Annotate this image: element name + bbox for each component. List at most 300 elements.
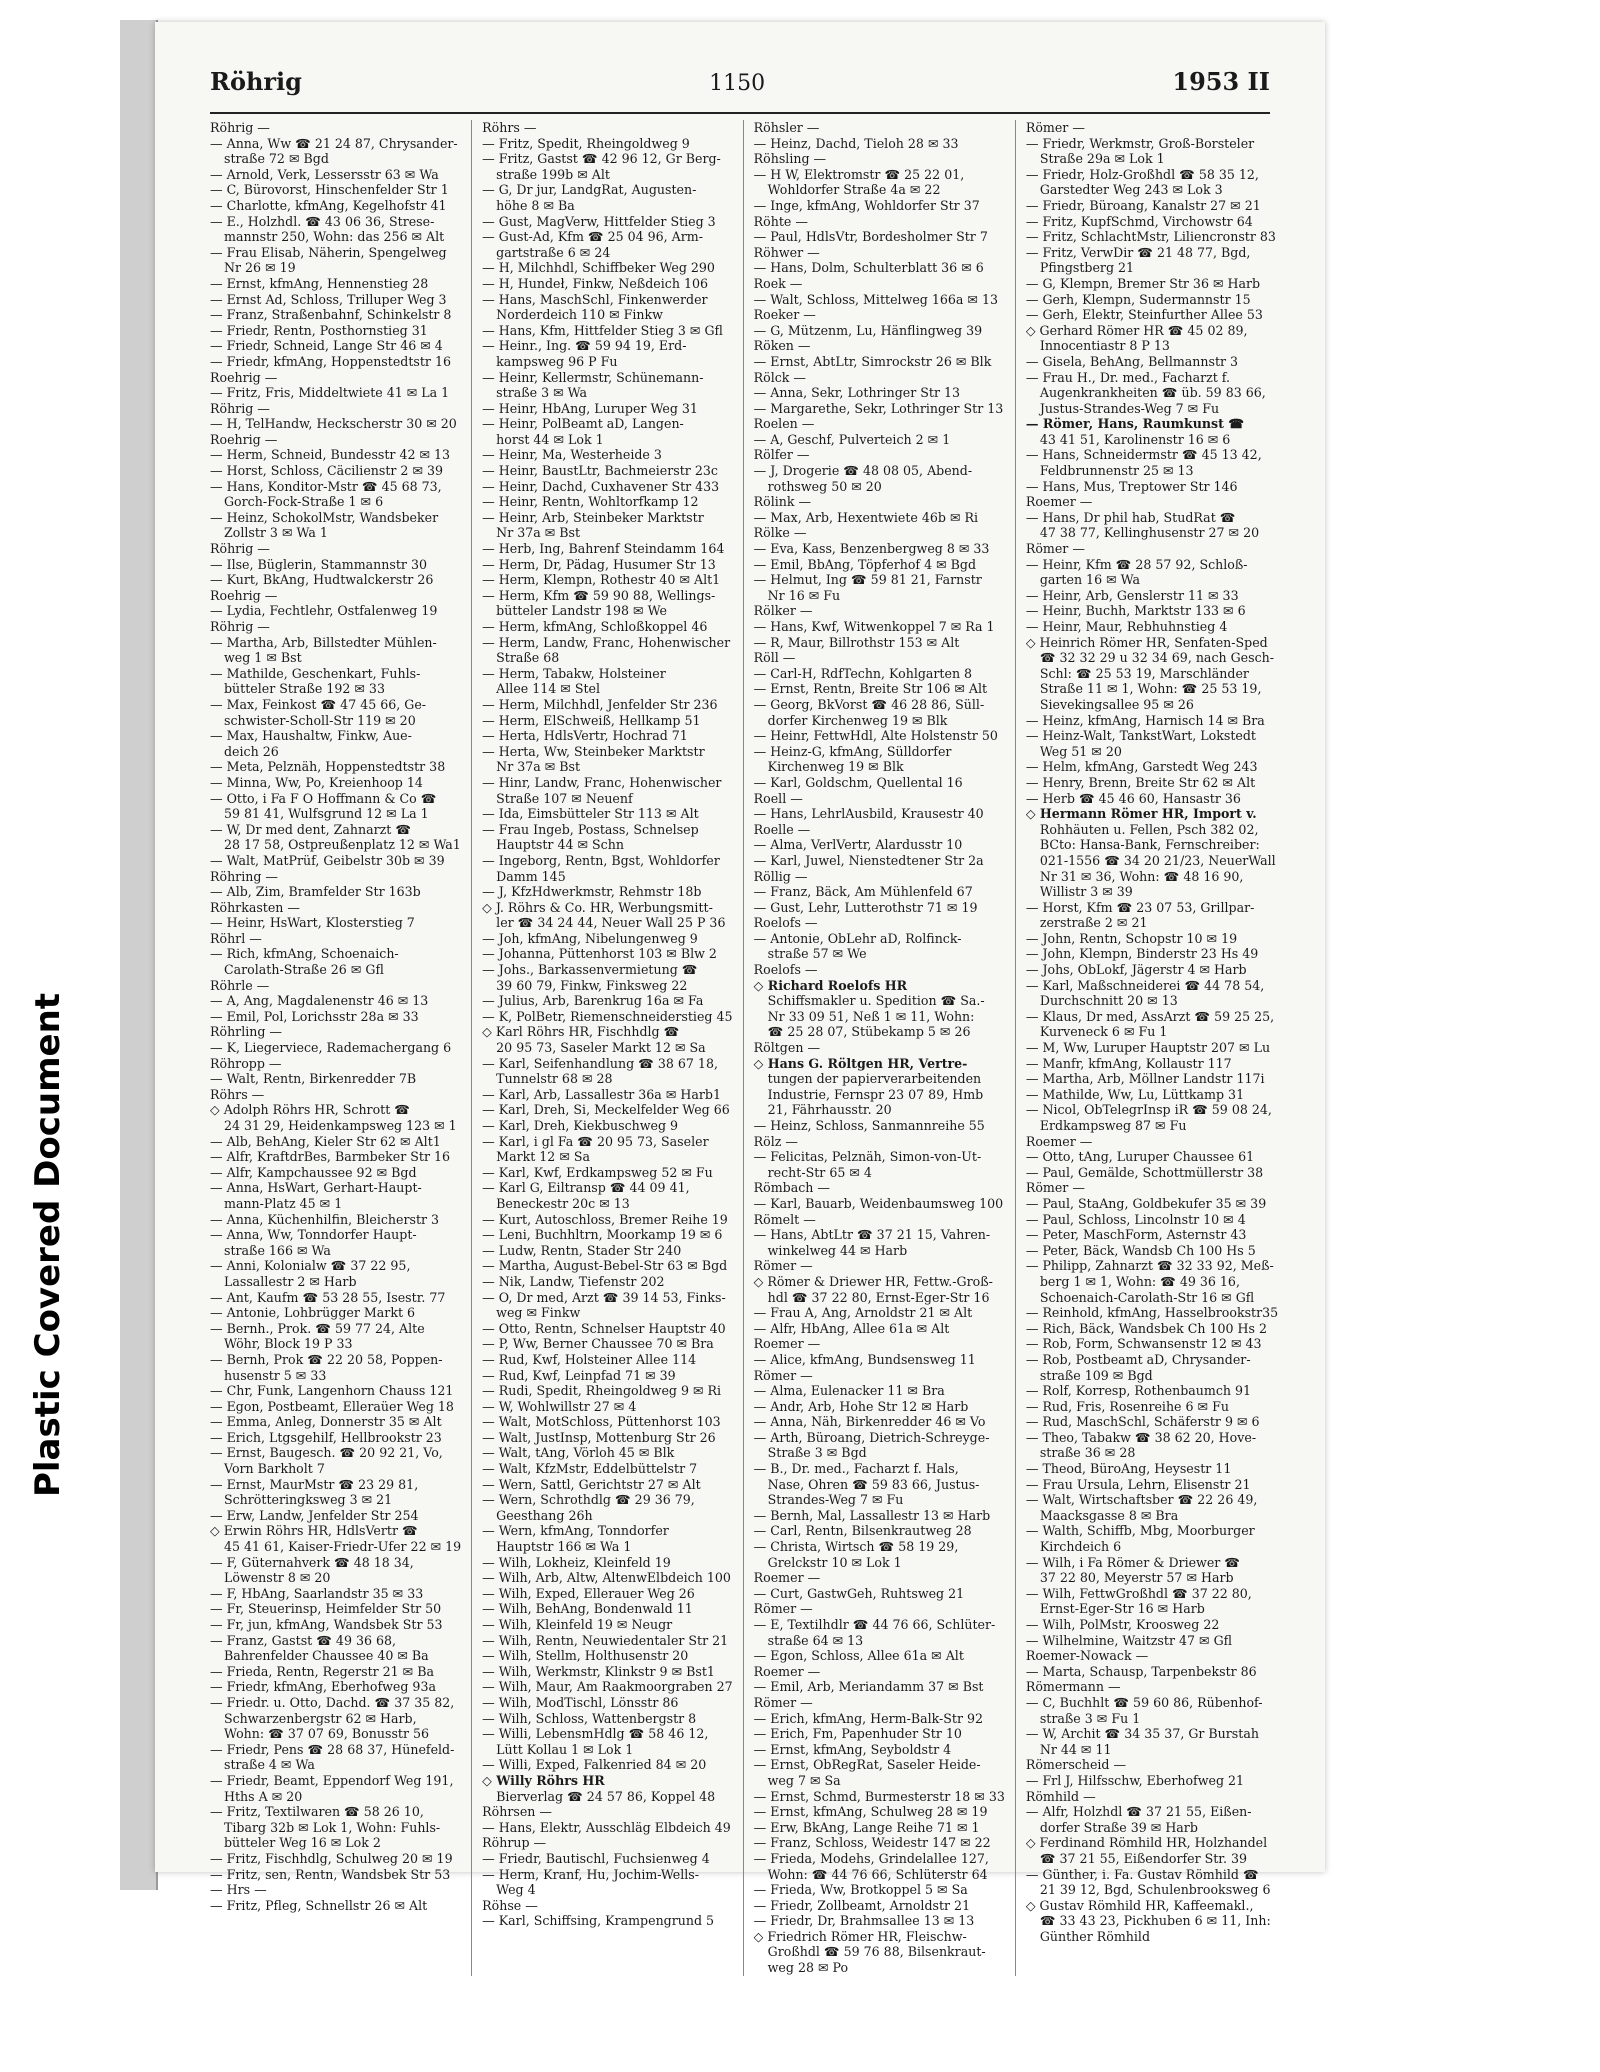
directory-entry-line: ◇ Erwin Röhrs HR, HdlsVertr ☎ [210,1523,418,1539]
directory-entry-line: — Emil, Arb, Meriandamm 37 ✉ Bst [753,1679,984,1695]
directory-entry-line: Wohn: ☎ 37 07 69, Bonusstr 56 [224,1726,430,1742]
directory-entry-line: ◇ Hans G. Röltgen HR, Vertre- [753,1055,968,1071]
directory-entry-line: — Alice, kfmAng, Bundsensweg 11 [753,1351,976,1367]
directory-entry-line: — Erich, Ltgsgehilf, Hellbrookstr 23 [210,1429,442,1445]
directory-entry-line: — Peter, Bäck, Wandsb Ch 100 Hs 5 [1025,1242,1256,1258]
directory-entry-line: — C, Buchhlt ☎ 59 60 86, Rübenhof- [1025,1694,1263,1710]
directory-entry-line: — Emil, Pol, Lorichsstr 28a ✉ 33 [210,1008,419,1024]
directory-entry-line: — Ingeborg, Rentn, Bgst, Wohldorfer [482,852,720,868]
directory-entry-line: Röhrup — [482,1835,547,1851]
directory-entry-line: — Ernst, Schmd, Burmesterstr 18 ✉ 33 [753,1788,1005,1804]
directory-entry-line: — Ernst, AbtLtr, Simrockstr 26 ✉ Blk [753,353,992,369]
directory-entry-line: rothsweg 50 ✉ 20 [767,478,882,494]
directory-entry-line: bütteler Straße 192 ✉ 33 [224,681,385,697]
directory-entry-line: Röhrig — [210,541,270,557]
directory-entry-line: — Ernst, kfmAng, Hennenstieg 28 [210,275,429,291]
directory-entry-line: — Herm, Tabakw, Holsteiner [482,665,666,681]
directory-entry-line: — Alma, Eulenacker 11 ✉ Bra [753,1383,945,1399]
directory-entry-line: — K, Liegerviece, Rademachergang 6 [210,1040,452,1056]
directory-entry-line: — Heinr, Kfm ☎ 28 57 92, Schloß- [1025,556,1248,572]
directory-entry-line: — Karl, Arb, Lassallestr 36a ✉ Harb1 [482,1086,721,1102]
header-year: 1953 II [1172,67,1270,96]
directory-entry-line: schwister-Scholl-Str 119 ✉ 20 [224,712,416,728]
directory-entry-line: — Friedr, Pens ☎ 28 68 37, Hünefeld- [210,1741,455,1757]
directory-entry-line: — Helm, kfmAng, Garstedt Weg 243 [1025,759,1258,775]
directory-entry-line: — Karl, Goldschm, Quellental 16 [753,774,963,790]
side-label-text: Plastic Covered Document [28,992,69,1498]
directory-entry-line: — Walt, JustInsp, Mottenburg Str 26 [482,1429,716,1445]
directory-entry-line: — Rud, MaschSchl, Schäferstr 9 ✉ 6 [1025,1414,1260,1430]
directory-entry-line: Löwenstr 8 ✉ 20 [224,1570,331,1586]
directory-entry-line: Garstedter Weg 243 ✉ Lok 3 [1039,182,1223,198]
directory-entry-line: — Theod, BüroAng, Heysestr 11 [1025,1461,1232,1477]
directory-entry-line: ☎ 25 28 07, Stübekamp 5 ✉ 26 [767,1024,971,1040]
directory-entry-line: — Ernst, Rentn, Breite Str 106 ✉ Alt [753,681,988,697]
directory-entry-line: — Anni, Kolonialw ☎ 37 22 95, [210,1258,411,1274]
directory-entry-line: Strandes-Weg 7 ✉ Fu [767,1492,904,1508]
directory-entry-line: weg 7 ✉ Sa [767,1772,841,1788]
directory-entry-line: — Wilh, ModTischl, Lönsstr 86 [482,1694,679,1710]
directory-entry-line: Straße 11 ✉ 1, Wohn: ☎ 25 53 19, [1039,681,1262,697]
directory-entry-line: straße 199b ✉ Alt [496,166,610,182]
directory-entry-line: Römbach — [753,1180,830,1196]
directory-entry-line: — Wilh, Exped, Ellerauer Weg 26 [482,1585,695,1601]
directory-entry-line: — Hans, LehrlAusbild, Krausestr 40 [753,806,984,822]
directory-entry-line: — Karl, Maßschneiderei ☎ 44 78 54, [1025,977,1265,993]
directory-entry-line: — Felicitas, Pelznäh, Simon-von-Ut- [753,1149,982,1165]
directory-entry-line: Römhild — [1025,1788,1096,1804]
directory-entry-line: — Otto, i Fa F O Hoffmann & Co ☎ [210,790,437,806]
directory-entry-line: — R, Maur, Billrothstr 153 ✉ Alt [753,634,960,650]
directory-entry-line: Schrötteringksweg 3 ✉ 21 [224,1492,393,1508]
directory-entry-line: — Alma, VerlVertr, Alardusstr 10 [753,837,963,853]
directory-entry-line: — Rud, Kwf, Holsteiner Allee 114 [482,1351,697,1367]
directory-entry-line: — Bernh., Prok. ☎ 59 77 24, Alte [210,1320,425,1336]
directory-entry-line: — Friedr, Dr, Brahmsallee 13 ✉ 13 [753,1913,975,1929]
directory-entry-line: gartstraße 6 ✉ 24 [496,244,611,260]
directory-entry-line: weg 1 ✉ Bst [224,650,302,666]
directory-entry-line: Gorch-Fock-Straße 1 ✉ 6 [224,494,384,510]
directory-entry-line: — Karl, Bauarb, Weidenbaumsweg 100 [753,1195,1004,1211]
directory-entry-line: höhe 8 ✉ Ba [496,197,575,213]
directory-entry-line: — Paul, Schloss, Lincolnstr 10 ✉ 4 [1025,1211,1246,1227]
directory-entry-line: — Heinz, SchokolMstr, Wandsbeker [210,509,439,525]
directory-entry-line: — Egon, Schloss, Allee 61a ✉ Alt [753,1648,964,1664]
directory-entry-line: garten 16 ✉ Wa [1039,572,1141,588]
directory-entry-line: zerstraße 2 ✉ 21 [1039,915,1148,931]
directory-entry-line: — Friedr, Werkmstr, Groß-Borsteler [1025,135,1255,151]
directory-entry-line: straße 3 ✉ Wa [496,385,588,401]
directory-entry-line: Römer — [1025,1180,1085,1196]
directory-entry-line: — Herb ☎ 45 46 60, Hansastr 36 [1025,790,1241,806]
directory-entry-line: — Wilh, PolMstr, Kroosweg 22 [1025,1617,1220,1632]
directory-entry-line: — Günther, i. Fa. Gustav Römhild ☎ [1025,1866,1259,1882]
directory-entry-line: — Joh, kfmAng, Nibelungenweg 9 [482,930,698,946]
directory-entry-line: straße 36 ✉ 28 [1039,1445,1136,1461]
directory-entry-line: Röhrsen — [482,1804,552,1820]
directory-entry-line: — Rud, Fris, Rosenreihe 6 ✉ Fu [1025,1398,1229,1414]
directory-entry-line: — Wilh, Rentn, Neuwiedentaler Str 21 [482,1632,729,1648]
directory-entry-line: Wohn: ☎ 44 76 66, Schlüterstr 64 [767,1866,988,1882]
directory-entry-line: — Herm, ElSchweiß, Hellkamp 51 [482,712,701,728]
directory-entry-line: Nase, Ohren ☎ 59 83 66, Justus- [767,1476,980,1492]
directory-entry-line: — Fritz, Gastst ☎ 42 96 12, Gr Berg- [482,151,721,167]
directory-entry-line: Augenkrankheiten ☎ üb. 59 83 66, [1039,385,1266,401]
directory-entry-line: — Erich, Fm, Papenhuder Str 10 [753,1726,962,1742]
directory-entry-line: Nr 16 ✉ Fu [767,587,841,603]
directory-entry-line: — Heinr, Ma, Westerheide 3 [482,447,662,463]
directory-entry-line: Rölker — [753,603,813,619]
directory-entry-line: — Herm, Kranf, Hu, Jochim-Wells- [482,1866,700,1882]
directory-entry-line: — Helmut, Ing ☎ 59 81 21, Farnstr [753,572,982,588]
directory-entry-line: Weg 4 [496,1882,536,1898]
directory-entry-line: — Heinr, Arb, Steinbeker Marktstr [482,509,704,525]
directory-entry-line: Roemer — [1025,494,1093,510]
directory-entry-line: — Walth, Schiffb, Mbg, Moorburger [1025,1523,1255,1539]
directory-entry-line: ◇ Ferdinand Römhild HR, Holzhandel [1025,1835,1268,1851]
directory-entry-line: Römer — [1025,541,1085,557]
directory-entry-line: Römer — [753,1258,813,1274]
directory-entry-line: Röhrle — [210,977,270,993]
directory-entry-line: Roehrig — [210,431,278,447]
directory-entry-line: — Rudi, Spedit, Rheingoldweg 9 ✉ Ri [482,1383,722,1399]
directory-entry-line: Durchschnitt 20 ✉ 13 [1039,993,1178,1009]
directory-entry-line: Röhrig — [210,400,270,416]
directory-entry-line: — Fr, Steuerinsp, Heimfelder Str 50 [210,1601,442,1617]
directory-entry-line: — Fr, jun, kfmAng, Wandsbek Str 53 [210,1617,443,1632]
directory-entry-line: — M, Ww, Luruper Hauptstr 207 ✉ Lu [1025,1040,1271,1056]
directory-entry-line: Rölck — [753,369,807,385]
directory-entry-line: — Walt, tAng, Vörloh 45 ✉ Blk [482,1445,675,1461]
directory-entry-line: — Karl, Kwf, Erdkampsweg 52 ✉ Fu [482,1164,713,1180]
directory-entry-line: — Frau Ingeb, Postass, Schnelsер [482,821,699,837]
directory-entry-line: — Carl, Rentn, Bilsenkrautweg 28 [753,1523,972,1539]
directory-entry-line: — Karl G, Eiltransp ☎ 44 09 41, [482,1180,690,1196]
column-1 [210,120,471,1976]
directory-entry-line: — Paul, Gemälde, Schottmüllerstr 38 [1025,1164,1264,1180]
directory-entry-line: — Anna, Küchenhilfin, Bleicherstr 3 [210,1211,440,1227]
directory-entry-line: Nr 31 ✉ 36, Wohn: ☎ 48 16 90, [1039,868,1244,884]
directory-entry-line: — Andr, Arb, Hohe Str 12 ✉ Harb [753,1398,969,1414]
directory-entry-line: — Fritz, Spedit, Rheingoldweg 9 [482,135,690,151]
directory-entry-line: Röhwer — [753,244,820,260]
directory-entry-line: Hauptstr 44 ✉ Schn [496,837,624,853]
directory-entry-line: — Franz, Schloss, Weidestr 147 ✉ 22 [753,1835,991,1851]
directory-entry-line: — Willi, Exped, Falkenried 84 ✉ 20 [482,1757,707,1773]
page-number: 1150 [709,71,766,96]
directory-entry-line: Roek — [753,275,803,291]
directory-entry-line: tungen der papierverarbeitenden [767,1071,982,1087]
directory-entry-line: Bahrenfelder Chaussee 40 ✉ Ba [224,1648,429,1664]
directory-entry-line: — Heinz, Dachd, Tieloh 28 ✉ 33 [753,135,959,151]
directory-entry-line: Straße 3 ✉ Bgd [767,1445,867,1461]
directory-entry-line: — Heinr, HsWart, Klosterstieg 7 [210,915,415,931]
directory-entry-line: kampsweg 96 P Fu [496,353,618,369]
directory-entry-line: — Gust, Lehr, Lutterothstr 71 ✉ 19 [753,899,978,915]
directory-entry-line: — Hans, Kfm, Hittfelder Stieg 3 ✉ Gfl [482,322,723,338]
directory-entry-line: Römer — [1025,120,1085,135]
directory-entry-line: Römer — [753,1601,813,1617]
directory-entry-line: — Alfr, KraftdrBes, Barmbeker Str 16 [210,1149,451,1165]
directory-entry-line: — Heinr, Arb, Genslerstr 11 ✉ 33 [1025,587,1239,603]
directory-entry-line: ler ☎ 34 24 44, Neuer Wall 25 P 36 [496,915,726,931]
directory-entry-line: 28 17 58, Ostpreußenplatz 12 ✉ Wa1 [224,837,461,853]
directory-entry-line: — J, Drogerie ☎ 48 08 05, Abend- [753,463,973,479]
directory-entry-line: — Minna, Ww, Po, Kreienhoop 14 [210,774,423,790]
directory-entry-line: — Ernst, ObRegRat, Saseler Heide- [753,1757,981,1773]
directory-entry-line: ◇ Friedrich Römer HR, Fleischw- [753,1928,967,1944]
directory-entry-line: Röhse — [482,1897,538,1913]
directory-entry-line: Röhrl — [210,930,262,946]
directory-entry-line: 45 41 61, Kaiser-Friedr-Ufer 22 ✉ 19 [224,1539,462,1555]
directory-entry-line: — Johs, ObLokf, Jägerstr 4 ✉ Harb [1025,962,1247,978]
directory-entry-line: — Antonie, ObLehr aD, Rolfinck- [753,930,962,946]
directory-entry-line: — Fritz, Fris, Middeltwiete 41 ✉ La 1 [210,385,450,401]
directory-entry-line: — John, Klempn, Binderstr 23 Hs 49 [1025,946,1259,962]
directory-entry-line: — Egon, Postbeamt, Elleraüer Weg 18 [210,1398,454,1414]
directory-entry-line: — Friedr, Schneid, Lange Str 46 ✉ 4 [210,338,443,354]
directory-entry-line: horst 44 ✉ Lok 1 [496,431,604,447]
directory-entry-line: — Karl, Seifenhandlung ☎ 38 67 18, [482,1055,718,1071]
directory-entry-line: — Bernh, Prok ☎ 22 20 58, Poppen- [210,1351,443,1367]
directory-entry-line: Röhrs — [482,120,537,135]
directory-entry-line: — Rich, kfmAng, Schoenaich- [210,946,399,962]
directory-entry-line: — K, PolBetr, Riemenschneiderstieg 45 [482,1008,733,1024]
directory-entry-line: — Karl, i gl Fa ☎ 20 95 73, Saseler [482,1133,709,1149]
directory-entry-line: — Friedr, kfmAng, Eberhofweg 93a [210,1679,436,1695]
directory-entry-line: — Friedr, Bautischl, Fuchsienweg 4 [482,1850,710,1866]
directory-entry-line: — A, Geschf, Pulverteich 2 ✉ 1 [753,431,951,447]
page-header [210,67,1270,103]
directory-entry-line: Sievekingsallee 95 ✉ 26 [1039,696,1194,712]
directory-entry-line: Tibarg 32b ✉ Lok 1, Wohn: Fuhls- [224,1819,441,1835]
directory-entry-line: Nr 26 ✉ 19 [224,260,296,276]
directory-entry-line: — Wern, Sattl, Gerichtstr 27 ✉ Alt [482,1476,701,1492]
directory-entry-line: 24 31 29, Heidenkampsweg 123 ✉ 1 [224,1118,457,1133]
directory-entry-line: — Fritz, Fischhdlg, Schulweg 20 ✉ 19 [210,1850,453,1866]
directory-entry-line: Röhte — [753,213,808,229]
directory-entry-line: — O, Dr med, Arzt ☎ 39 14 53, Finks- [482,1289,726,1305]
directory-entry-line: — Anna, Ww, Tonndorfer Haupt- [210,1227,417,1243]
directory-entry-line: Rölke — [753,525,807,541]
directory-entry-line: — Leni, Buchhltrn, Moorkamp 19 ✉ 6 [482,1227,723,1243]
directory-entry-line: ◇ Hermann Römer HR, Import v. [1025,806,1257,822]
directory-entry-line: — E, Textilhdlr ☎ 44 76 66, Schlüter- [753,1617,996,1632]
directory-entry-line: Röhrig — [210,120,270,135]
directory-entry-line: — Wilh, Werkmstr, Klinkstr 9 ✉ Bst1 [482,1663,715,1679]
directory-entry-line: Röhrkasten — [210,899,301,915]
directory-entry-line: deich 26 [224,743,279,759]
directory-entry-line: — Johs., Barkassenvermietung ☎ [482,962,698,978]
directory-entry-line: — Paul, StaAng, Goldbekufer 35 ✉ 39 [1025,1195,1267,1211]
directory-entry-line: — H W, Elektromstr ☎ 25 22 01, [753,166,965,182]
column-4 [1015,120,1288,1976]
directory-entry-line: Nr 44 ✉ 11 [1039,1741,1112,1757]
directory-entry-line: straße 57 ✉ We [767,946,867,962]
directory-entry-line: — Herm, Klempn, Rothestr 40 ✉ Alt1 [482,572,721,588]
directory-entry-line: — E., Holzhdl. ☎ 43 06 36, Strese- [210,213,435,229]
directory-entry-line: — Gerh, Klempn, Sudermannstr 15 [1025,291,1251,307]
directory-entry-line: ◇ Richard Roelofs HR [753,977,908,993]
directory-entry-line: 43 41 51, Karolinenstr 16 ✉ 6 [1039,431,1231,447]
directory-entry-line: ◇ Adolph Röhrs HR, Schrott ☎ [210,1102,410,1118]
directory-entry-line: — Herm, Schneid, Bundesstr 42 ✉ 13 [210,447,451,463]
directory-entry-line: — J, KfzHdwerkmstr, Rehmstr 18b [482,884,702,900]
directory-entry-line: Pfingstberg 21 [1039,260,1135,276]
directory-entry-line: — Heinr, Rentn, Wohltorfkamp 12 [482,494,699,510]
directory-entry-line: — Heinr, BaustLtr, Bachmeierstr 23c [482,463,718,479]
directory-entry-line: — Wilh, Lokheiz, Kleinfeld 19 [482,1554,671,1570]
directory-entry-line: — Herm, Landw, Franc, Hohenwischer [482,634,731,650]
directory-entry-line: — Herm, Dr, Pädag, Husumer Str 13 [482,556,716,572]
directory-entry-line: dorfer Kirchenweg 19 ✉ Blk [767,712,948,728]
directory-entry-line: — Heinr, Kellermstr, Schünemann- [482,369,704,385]
directory-entry-line: — Heinr, Maur, Rebhuhnstieg 4 [1025,619,1228,634]
directory-entry-line: — Herb, Ing, Bahrenf Steindamm 164 [482,541,725,557]
directory-entry-line: Wöhr, Block 19 P 33 [224,1336,353,1352]
directory-entry-line: Tunnelstr 68 ✉ 28 [496,1071,613,1087]
directory-entry-line: — Reinhold, kfmAng, Hasselbrookstr35 [1025,1305,1279,1321]
directory-entry-line: — Wilh, i Fa Römer & Driewer ☎ [1025,1554,1240,1570]
directory-entry-line: — Mathilde, Ww, Lu, Lüttkamp 31 [1025,1086,1245,1102]
directory-entry-line: — Walt, MatPrüf, Geibelstr 30b ✉ 39 [210,852,445,868]
directory-entry-line: — A, Ang, Magdalenenstr 46 ✉ 13 [210,993,429,1009]
directory-entry-line: straße 166 ✉ Wa [224,1242,331,1258]
directory-entry-line: ◇ J. Röhrs & Co. HR, Werbungsmitt- [482,899,713,915]
directory-entry-line: — Wern, kfmAng, Tonndorfer [482,1523,669,1539]
directory-entry-line: — Gust, MagVerw, Hittfelder Stieg 3 [482,213,716,229]
directory-entry-line: — Nicol, ObTelegrInsp iR ☎ 59 08 24, [1025,1102,1272,1118]
directory-entry-line: — Georg, BkVorst ☎ 46 28 86, Süll- [753,696,985,712]
directory-entry-line: — Emma, Anleg, Donnerstr 35 ✉ Alt [210,1414,442,1430]
directory-entry-line: — Wilhelmine, Waitzstr 47 ✉ Gfl [1025,1632,1233,1648]
directory-entry-line: — Friedr, kfmAng, Hoppenstedtstr 16 [210,353,451,369]
directory-entry-line: — Christa, Wirtsch ☎ 58 19 29, [753,1539,959,1555]
directory-entry-line: Röhsling — [753,151,827,167]
directory-entry-line: Römermann — [1025,1679,1121,1695]
directory-entry-line: Innocentiastr 8 P 13 [1039,338,1170,354]
directory-entry-line: — Wilh, Arb, Altw, AltenwElbdeich 100 [482,1570,731,1586]
directory-entry-line: winkelweg 44 ✉ Harb [767,1242,908,1258]
directory-entry-line: Roemer — [753,1570,821,1586]
directory-entry-line: Röhropp — [210,1055,282,1071]
directory-entry-line: — Martha, August-Bebel-Str 63 ✉ Bgd [482,1258,728,1274]
directory-entry-line: — Franz, Gastst ☎ 49 36 68, [210,1632,397,1648]
directory-entry-line: — Wilh, Maur, Am Raakmoorgraben 27 [482,1679,733,1695]
directory-entry-line: Norderdeich 110 ✉ Finkw [496,307,663,323]
directory-entry-line: — Wilh, FettwGroßhdl ☎ 37 22 80, [1025,1585,1252,1601]
directory-entry-line: — Hinr, Landw, Franc, Hohenwischer [482,774,722,790]
directory-entry-line: Röltgen — [753,1040,821,1056]
directory-page [155,22,1325,1976]
directory-entry-line: — Karl, Dreh, Kiekbuschweg 9 [482,1118,679,1133]
directory-entry-line: — Ant, Kaufm ☎ 53 28 55, Isestr. 77 [210,1289,446,1305]
directory-entry-line: Lassallestr 2 ✉ Harb [224,1273,357,1289]
directory-entry-line: — Eva, Kass, Benzenbergweg 8 ✉ 33 [753,541,990,557]
directory-entry-line: — Anna, Näh, Birkenredder 46 ✉ Vo [753,1414,986,1430]
directory-entry-line: — Ludw, Rentn, Stader Str 240 [482,1242,682,1258]
directory-entry-line: — Friedr, Holz-Großhdl ☎ 58 35 12, [1025,166,1259,182]
directory-entry-line: — Ernst, kfmAng, Schulweg 28 ✉ 19 [753,1804,988,1820]
directory-entry-line: — Alb, BehAng, Kieler Str 62 ✉ Alt1 [210,1133,441,1149]
directory-entry-line: — Frau A, Ang, Arnoldstr 21 ✉ Alt [753,1305,973,1321]
directory-entry-line: — F, HbAng, Saarlandstr 35 ✉ 33 [210,1585,424,1601]
directory-entry-line: — Antonie, Lohbrügger Markt 6 [210,1305,416,1321]
directory-entry-line: — Ernst Ad, Schloss, Trilluper Weg 3 [210,291,447,307]
directory-entry-line: 021-1556 ☎ 34 20 21/23, NeuerWall [1039,852,1276,868]
directory-entry-line: Schiffsmakler u. Spedition ☎ Sa.- [767,993,985,1009]
directory-entry-line: ◇ Gerhard Römer HR ☎ 45 02 89, [1025,322,1248,338]
directory-entry-line: — Alfr, Holzhdl ☎ 37 21 55, Eißen- [1025,1804,1252,1820]
directory-entry-line: — Ernst, MaurMstr ☎ 23 29 81, [210,1476,419,1492]
directory-entry-line: — Fritz, sen, Rentn, Wandsbek Str 53 [210,1866,451,1882]
side-label [18,975,78,1515]
directory-entry-line: Hths A ✉ 20 [224,1788,303,1804]
directory-entry-line: — Herm, kfmAng, Schloßkoppel 46 [482,619,708,634]
directory-entry-line: ☎ 32 32 29 u 32 34 69, nach Gesch- [1039,650,1275,666]
directory-entry-line: — Max, Haushaltw, Finkw, Aue- [210,728,412,744]
directory-entry-line: bütteler Landstr 198 ✉ We [496,603,667,619]
directory-entry-line: — G, Mützenm, Lu, Hänflingweg 39 [753,322,983,338]
directory-entry-line: dorfer Straße 39 ✉ Harb [1039,1819,1198,1835]
directory-entry-line: — Rud, Kwf, Leinpfad 71 ✉ 39 [482,1367,676,1383]
directory-entry-line: — Heinr, HbAng, Luruper Weg 31 [482,400,698,416]
directory-entry-line: Schoenaich-Carolath-Str 16 ✉ Gfl [1039,1289,1255,1305]
directory-entry-line: — Heinz-G, kfmAng, Sülldorfer [753,743,952,759]
header-rule [210,112,1270,114]
directory-entry-line: Röhrs — [210,1086,265,1102]
directory-entry-line: — Erw, BkAng, Lange Reihe 71 ✉ 1 [753,1819,980,1835]
directory-entry-line: straße 72 ✉ Bgd [224,151,329,167]
directory-entry-line: — Fritz, VerwDir ☎ 21 48 77, Bgd, [1025,244,1251,260]
directory-entry-line: — Heinr, PolBeamt aD, Langen- [482,416,684,432]
directory-entry-line: — Rich, Bäck, Wandsbek Ch 100 Hs 2 [1025,1320,1267,1336]
directory-entry-line: Rölz — [753,1133,798,1149]
directory-entry-line: — Alfr, HbAng, Allee 61a ✉ Alt [753,1320,950,1336]
directory-entry-line: 37 22 80, Meyerstr 57 ✉ Harb [1039,1570,1234,1586]
directory-entry-line: — Frieda, Ww, Brotkoppel 5 ✉ Sa [753,1882,968,1898]
directory-entry-line: — Karl, Juwel, Nienstedtener Str 2a [753,852,984,868]
directory-entry-line: — Arth, Büroang, Dietrich-Schreyge- [753,1429,990,1445]
directory-entry-line: — Rob, Postbeamt aD, Chrysander- [1025,1351,1251,1367]
directory-entry-line: Nr 33 09 51, Neß 1 ✉ 11, Wohn: [767,1008,975,1024]
directory-entry-line: straße 3 ✉ Fu 1 [1039,1710,1141,1726]
directory-entry-line: BCto: Hansa-Bank, Fernschreiber: [1039,837,1260,853]
directory-entry-line: Röken — [753,338,811,354]
directory-entry-line: — Ernst, kfmAng, Seyboldstr 4 [753,1741,952,1757]
directory-entry-line: 21, Fährhausstr. 20 [767,1102,892,1118]
directory-entry-line: Roelofs — [753,915,818,931]
directory-entry-line: — Hans, Elektr, Ausschläg Elbdeich 49 [482,1819,731,1835]
directory-entry-line: — Curt, GastwGeh, Ruhtsweg 21 [753,1585,965,1601]
directory-entry-line: recht-Str 65 ✉ 4 [767,1164,872,1180]
directory-entry-line: Günther Römhild [1039,1928,1151,1944]
directory-entry-line: — Frl J, Hilfsschw, Eberhofweg 21 [1025,1772,1245,1788]
directory-entry-line: — C, Bürovorst, Hinschenfelder Str 1 [210,182,449,198]
directory-entry-line: Straße 68 [496,650,560,666]
directory-entry-line: — Max, Arb, Hexentwiete 46b ✉ Ri [753,509,979,525]
directory-entry-line: Vorn Barkholt 7 [224,1461,325,1477]
directory-entry-line: 39 60 79, Finkw, Finksweg 22 [496,977,688,993]
directory-entry-line: Röhsler — [753,120,820,135]
directory-entry-line: — Herm, Kfm ☎ 59 90 88, Wellings- [482,587,716,603]
directory-entry-line: Großhdl ☎ 59 76 88, Bilsenkraut- [767,1944,986,1960]
directory-entry-line: — Franz, Bäck, Am Mühlenfeld 67 [753,884,973,900]
directory-entry-line: Kurveneck 6 ✉ Fu 1 [1039,1024,1168,1040]
directory-entry-line: — John, Rentn, Schopstr 10 ✉ 19 [1025,930,1238,946]
directory-entry-line: — Heinz, kfmAng, Harnisch 14 ✉ Bra [1025,712,1265,728]
directory-entry-line: — W, Archit ☎ 34 35 37, Gr Burstah [1025,1726,1259,1742]
